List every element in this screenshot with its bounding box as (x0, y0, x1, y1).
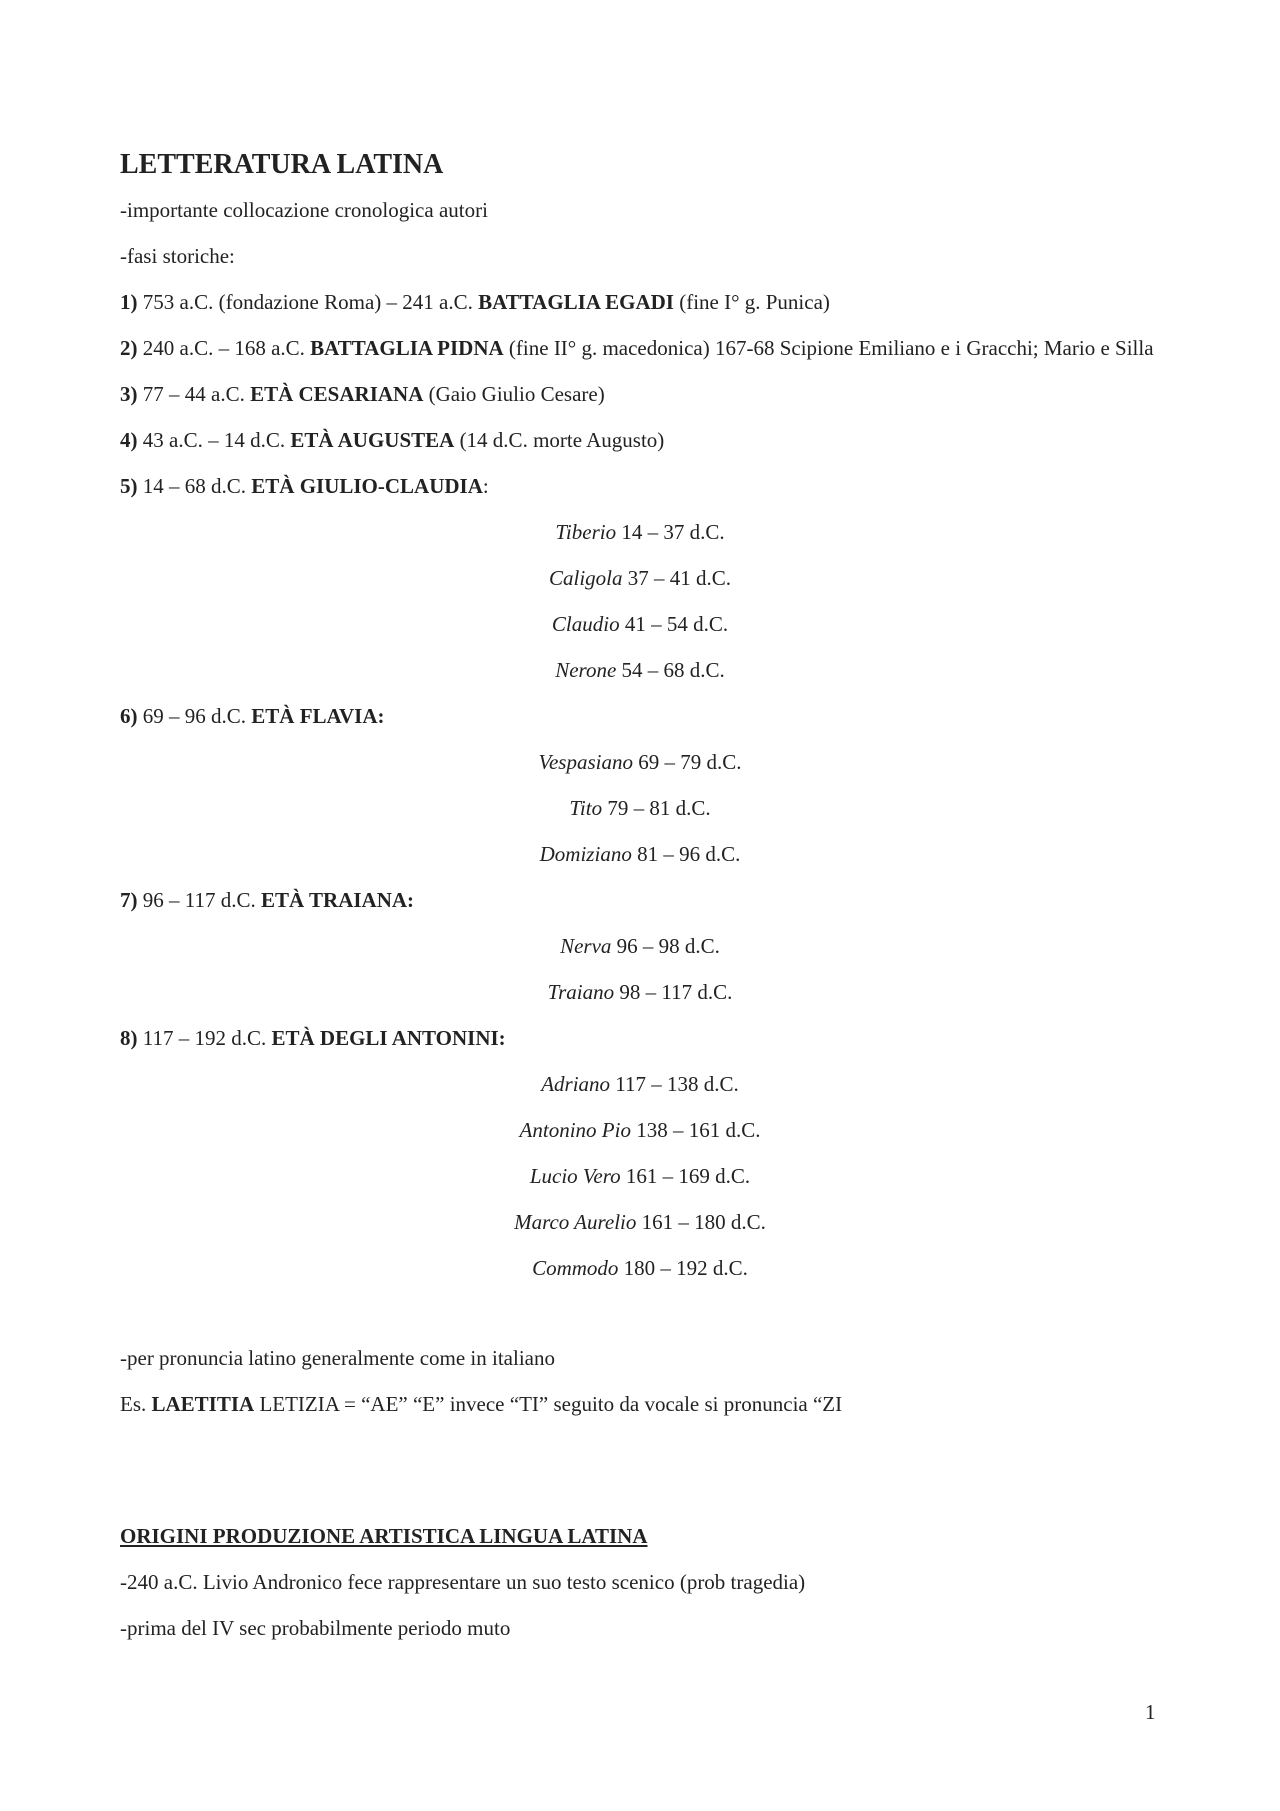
ruler-line (120, 1116, 1160, 1144)
ruler-dates: 180 – 192 d.C. (618, 1256, 748, 1280)
ruler-dates: 96 – 98 d.C. (611, 934, 720, 958)
phase-dates: 69 – 96 d.C. (137, 704, 252, 728)
phase-name: ETÀ DEGLI ANTONINI: (271, 1026, 506, 1050)
pronunciation-example (120, 1390, 1160, 1418)
ruler-name: Domiziano (539, 842, 632, 866)
ruler-dates: 69 – 79 d.C. (632, 750, 742, 774)
phase-dates: 753 a.C. (fondazione Roma) – 241 a.C. (137, 290, 479, 314)
phase-note: : (482, 474, 489, 498)
phase-line (120, 334, 1160, 362)
document-title: LETTERATURA LATINA (120, 149, 444, 180)
ruler-dates: 79 – 81 d.C. (602, 796, 711, 820)
phase-name: ETÀ AUGUSTEA (290, 428, 455, 452)
phase-dates: 77 – 44 a.C. (137, 382, 251, 406)
phase-note: (fine II° g. macedonica) 167-68 Scipione Emiliano e i Gracchi; Mario e Silla (503, 336, 1154, 360)
ruler-name: Commodo (532, 1256, 619, 1280)
ruler-dates: 14 – 37 d.C. (616, 520, 725, 544)
ruler-name: Claudio (551, 612, 620, 636)
phase-note: (14 d.C. morte Augusto) (454, 428, 665, 452)
phase-dates: 240 a.C. – 168 a.C. (137, 336, 311, 360)
phase-list (120, 288, 1160, 1282)
ruler-dates: 161 – 180 d.C. (636, 1210, 766, 1234)
phase-line (120, 288, 1160, 316)
phase-number: 1) (120, 290, 138, 314)
ruler-name: Tito (569, 796, 603, 820)
example-prefix: Es. (120, 1392, 152, 1416)
phase-dates: 14 – 68 d.C. (137, 474, 252, 498)
phase-note: (fine I° g. Punica) (673, 290, 830, 314)
ruler-name: Caligola (548, 566, 623, 590)
phase-number: 8) (120, 1026, 138, 1050)
document-body (120, 148, 1160, 1660)
phase-name: ETÀ CESARIANA (250, 382, 424, 406)
ruler-name: Tiberio (555, 520, 617, 544)
phase-number: 7) (120, 888, 138, 912)
example-explanation: LETIZIA = “AE” “E” invece “TI” seguito da vocale si pronuncia “ZI (254, 1392, 843, 1416)
ruler-dates: 161 – 169 d.C. (620, 1164, 751, 1188)
ruler-name: Marco Aurelio (514, 1210, 637, 1234)
origins-line: -prima del IV sec probabilmente periodo muto (120, 1616, 511, 1640)
ruler-dates: 54 – 68 d.C. (616, 658, 725, 682)
ruler-name: Nerone (555, 658, 617, 682)
ruler-name: Vespasiano (538, 750, 633, 774)
ruler-dates: 117 – 138 d.C. (610, 1072, 739, 1096)
intro-line: -fasi storiche: (120, 244, 235, 268)
ruler-name: Nerva (560, 934, 612, 958)
ruler-dates: 81 – 96 d.C. (631, 842, 741, 866)
ruler-dates: 37 – 41 d.C. (622, 566, 732, 590)
phase-dates: 117 – 192 d.C. (137, 1026, 272, 1050)
phase-number: 6) (120, 704, 138, 728)
phase-line (120, 1024, 1160, 1052)
phase-number: 4) (120, 428, 138, 452)
phase-line (120, 472, 1160, 500)
phase-number: 3) (120, 382, 138, 406)
phase-dates: 96 – 117 d.C. (137, 888, 261, 912)
pronunciation-line: -per pronuncia latino generalmente come in italiano (120, 1346, 555, 1370)
phase-number: 2) (120, 336, 138, 360)
phase-name: BATTAGLIA PIDNA (310, 336, 504, 360)
ruler-line (120, 564, 1160, 592)
phase-name: ETÀ FLAVIA: (251, 704, 385, 728)
ruler-line (120, 1208, 1160, 1236)
phase-line (120, 886, 1160, 914)
ruler-line (120, 518, 1160, 546)
page-number: 1 (1145, 1700, 1156, 1724)
ruler-line (120, 1070, 1160, 1098)
phase-line (120, 702, 1160, 730)
example-word: LAETITIA (151, 1392, 255, 1416)
ruler-line (120, 748, 1160, 776)
ruler-name: Lucio Vero (529, 1164, 621, 1188)
phase-number: 5) (120, 474, 138, 498)
phase-name: ETÀ TRAIANA: (260, 888, 415, 912)
ruler-dates: 98 – 117 d.C. (614, 980, 733, 1004)
ruler-line (120, 1162, 1160, 1190)
phase-note: (Gaio Giulio Cesare) (423, 382, 605, 406)
ruler-line (120, 656, 1160, 684)
phase-name: ETÀ GIULIO-CLAUDIA (251, 474, 483, 498)
section-heading: ORIGINI PRODUZIONE ARTISTICA LINGUA LATINA (120, 1524, 648, 1548)
intro-line: -importante collocazione cronologica autori (120, 198, 488, 222)
ruler-line (120, 794, 1160, 822)
ruler-line (120, 840, 1160, 868)
phase-dates: 43 a.C. – 14 d.C. (137, 428, 291, 452)
origins-line: -240 a.C. Livio Andronico fece rappresentare un suo testo scenico (prob tragedia) (120, 1570, 806, 1594)
ruler-name: Adriano (541, 1072, 611, 1096)
ruler-dates: 41 – 54 d.C. (619, 612, 729, 636)
ruler-line (120, 1254, 1160, 1282)
phase-line (120, 426, 1160, 454)
ruler-name: Antonino Pio (519, 1118, 631, 1142)
ruler-line (120, 610, 1160, 638)
phase-name: BATTAGLIA EGADI (478, 290, 674, 314)
ruler-name: Traiano (547, 980, 615, 1004)
ruler-dates: 138 – 161 d.C. (630, 1118, 761, 1142)
ruler-line (120, 978, 1160, 1006)
phase-line (120, 380, 1160, 408)
ruler-line (120, 932, 1160, 960)
